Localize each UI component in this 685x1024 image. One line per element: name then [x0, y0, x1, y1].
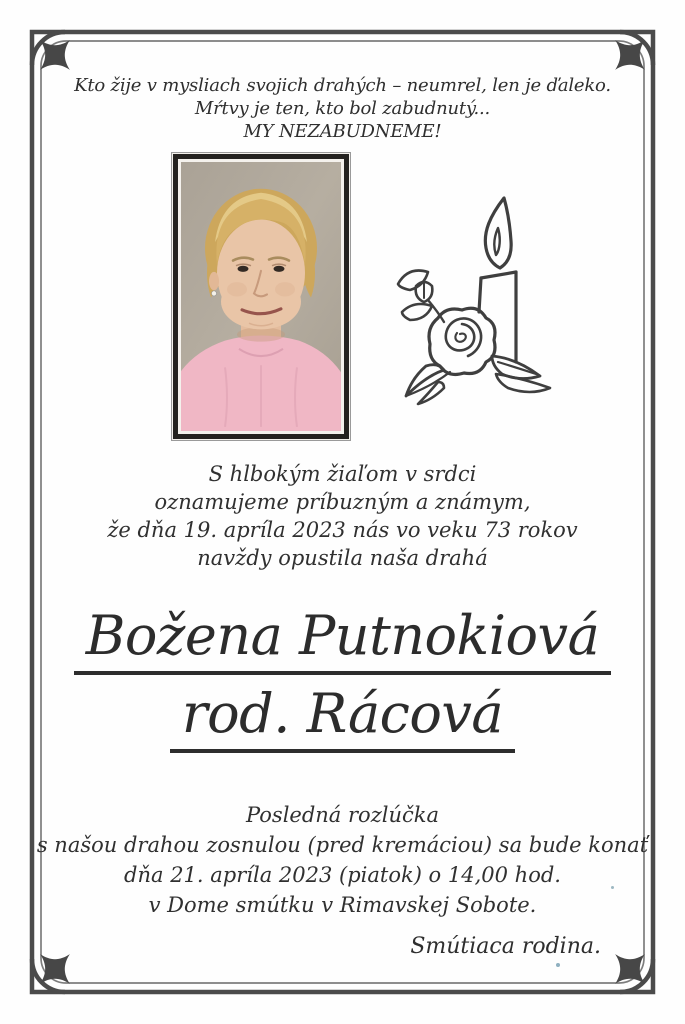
portrait-illustration	[181, 162, 341, 431]
scan-speck	[611, 886, 614, 889]
closing-signature: Smútiaca rodina.	[410, 934, 601, 959]
memorial-quote	[0, 74, 685, 143]
funeral-line-4: v Dome smútku v Rimavskej Sobote.	[148, 893, 537, 917]
funeral-line-3: dňa 21. apríla 2023 (piatok) o 14,00 hod.	[124, 863, 561, 887]
portrait-photo	[171, 152, 351, 441]
deceased-maiden-name: rod. Rácová	[170, 684, 515, 753]
funeral-details	[0, 800, 685, 920]
funeral-line-2: s našou drahou zosnulou (pred kremáciou) sa bude konať	[36, 833, 649, 857]
deceased-maiden-name-row	[0, 682, 685, 753]
photo-frame	[173, 154, 349, 439]
announcement-line-1: S hlbokým žiaľom v srdci	[208, 462, 477, 486]
deceased-name-row	[0, 604, 685, 675]
candle-rose-icon	[392, 190, 570, 410]
announcement-line-3: že dňa 19. apríla 2023 nás vo veku 73 rokov	[107, 518, 578, 542]
announcement-line-4: navždy opustila naša drahá	[197, 546, 488, 570]
scan-speck	[556, 963, 560, 967]
quote-line-2: Mŕtvy je ten, kto bol zabudnutý...	[194, 98, 491, 119]
quote-line-1: Kto žije v mysliach svojich drahých – neumrel, len je ďaleko.	[74, 75, 611, 96]
announcement-line-2: oznamujeme príbuzným a známym,	[154, 490, 531, 514]
quote-line-3: MY NEZABUDNEME!	[243, 121, 442, 142]
funeral-line-1: Posledná rozlúčka	[246, 803, 439, 827]
announcement-text	[0, 460, 685, 572]
deceased-name: Božena Putnokiová	[74, 606, 612, 675]
